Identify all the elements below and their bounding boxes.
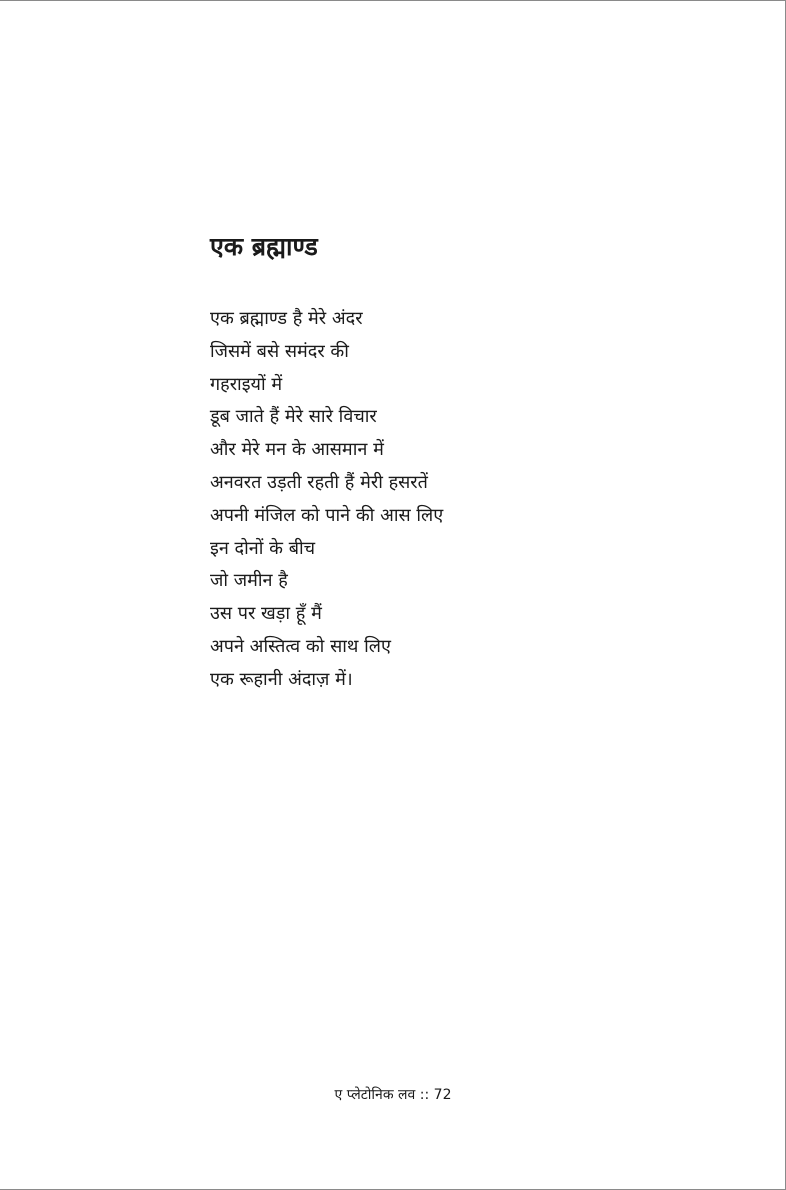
page-footer	[0, 1081, 786, 1109]
poem-line: एक रूहानी अंदाज़ में।	[210, 668, 353, 690]
poem-line: अनवरत उड़ती रहती हैं मेरी हसरतें	[210, 471, 428, 493]
poem-line: एक ब्रह्माण्ड है मेरे अंदर	[210, 308, 363, 329]
poem-line: अपने अस्तित्व को साथ लिए	[210, 635, 391, 657]
footer-book-title: ए प्लेटोनिक लव	[334, 1087, 416, 1103]
poem-line: अपनी मंजिल को पाने की आस लिए	[210, 504, 444, 526]
poem-line: गहराइयों में	[210, 373, 283, 395]
poem-line: उस पर खड़ा हूँ मैं	[210, 603, 322, 625]
poem-line: जिसमें बसे समंदर की	[210, 340, 349, 362]
poem-line: डूब जाते हैं मेरे सारे विचार	[210, 406, 377, 428]
footer-separator: ::	[415, 1087, 434, 1103]
poem-line: और मेरे मन के आसमान में	[210, 439, 384, 461]
poem-line: जो जमीन है	[210, 570, 288, 592]
page-number: 72	[433, 1087, 452, 1103]
poem-body	[210, 303, 443, 697]
poem-line: इन दोनों के बीच	[210, 537, 316, 559]
poem-title: एक ब्रह्माण्ड	[210, 232, 318, 261]
